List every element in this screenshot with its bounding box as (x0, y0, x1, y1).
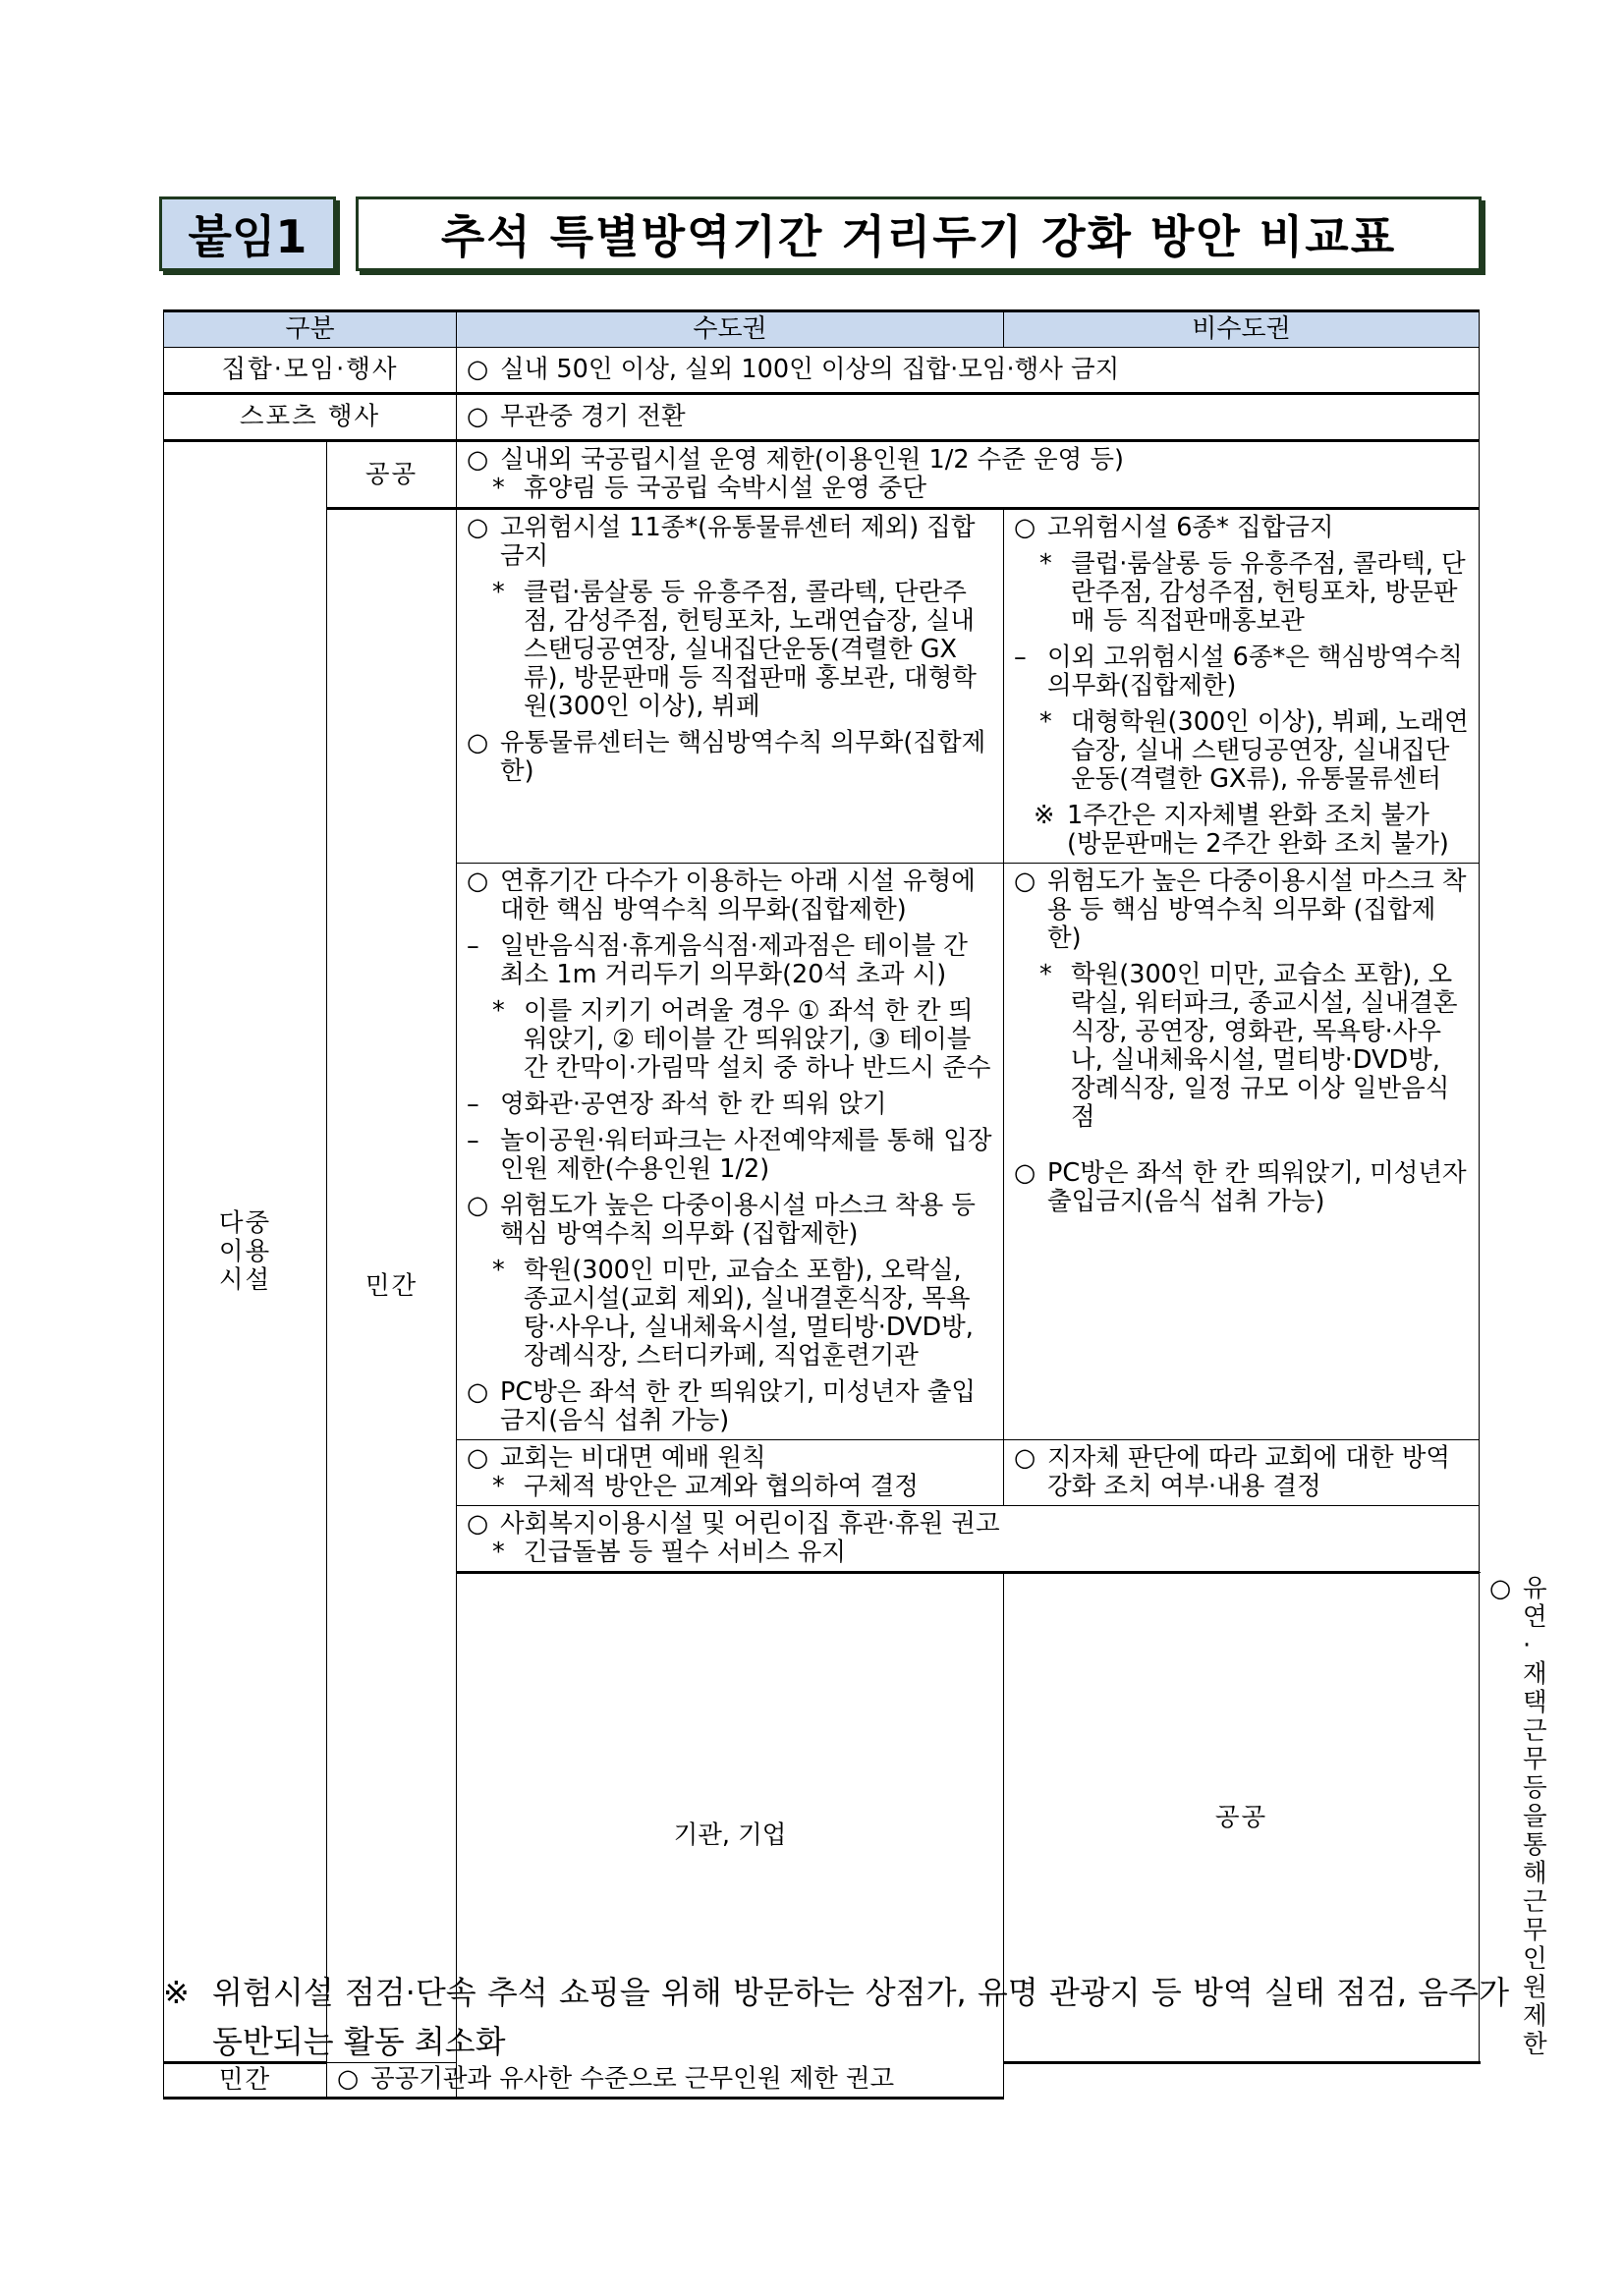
col-header-category: 구분 (164, 311, 457, 348)
footnote (163, 1968, 1509, 2066)
row-label-org: 기관, 기업 (457, 1573, 1004, 2099)
table-header-row (164, 311, 1480, 348)
table-row (164, 348, 1480, 394)
comparison-table (163, 309, 1547, 2100)
row-label-org-private: 민간 (164, 2063, 327, 2099)
row-label-multi-use: 다중 이용 시설 (164, 441, 327, 2063)
row-label-sports: 스포츠 행사 (164, 394, 457, 441)
attachment-tag: 붙임1 (159, 196, 336, 271)
church-non-capital-cell: ○ 지자체 판단에 따라 교회에 대한 방역 강화 조치 여부·내용 결정 (1004, 1440, 1480, 1506)
sports-cell: ○ 무관중 경기 전환 (457, 394, 1480, 441)
multi-use-public-cell: ○ 실내외 국공립시설 운영 제한(이용인원 1/2 수준 운영 등) * 휴양림 등 국공립 숙박시설 운영 중단 (457, 441, 1480, 509)
row-label-private: 민간 (327, 509, 457, 2063)
table-row (164, 2063, 1480, 2099)
table-row: 기관, 기업 공공 ○ 유연·재택근무 등을 통해 근무인원 제한 (164, 1573, 1480, 2063)
table-row (164, 441, 1480, 509)
org-private-cell: ○ 공공기관과 유사한 수준으로 근무인원 제한 권고 (327, 2063, 1004, 2099)
church-capital-cell: ○ 교회는 비대면 예배 원칙 * 구체적 방안은 교계와 협의하여 결정 (457, 1440, 1004, 1506)
col-header-capital: 수도권 (457, 311, 1004, 348)
document-title: 추석 특별방역기간 거리두기 강화 방안 비교표 (356, 196, 1482, 271)
col-header-non-capital: 비수도권 (1004, 311, 1480, 348)
gathering-cell: ○ 실내 50인 이상, 실외 100인 이상의 집합·모임·행사 금지 (457, 348, 1480, 394)
welfare-cell: ○ 사회복지이용시설 및 어린이집 휴관·휴원 권고 * 긴급돌봄 등 필수 서비스 유지 (457, 1506, 1480, 1573)
row-label-org-public: 공공 (1004, 1573, 1480, 2063)
facilities-non-capital-cell: ○ 위험도가 높은 다중이용시설 마스크 착용 등 핵심 방역수칙 의무화 (집합제한) * 학원(300인 미만, 교습소 포함), 오락실, 워터파크, 종교시설, 실내결혼식장, 공연장, 영화관, 목욕탕·사우나, 실내체육시설, 멀티방·DVD방, 장례식장, 일정 규모 이상 일반음식점 ○ PC방은 좌석 한 칸 띄워앉기, 미성년자 출입금지(음식 섭취 가능) (1004, 864, 1480, 1440)
row-label-gathering: 집합·모임·행사 (164, 348, 457, 394)
public-facility-note: 휴양림 등 국공립 숙박시설 운영 중단 (524, 474, 927, 503)
high-risk-non-capital-cell: ○ 고위험시설 6종* 집합금지 * 클럽·룸살롱 등 유흥주점, 콜라텍, 단란주점, 감성주점, 헌팅포차, 방문판매 등 직접판매홍보관 – 이외 고위험시설 6종*은 핵심방역수칙 의무화(집합제한) * 대형학원(300인 이상), 뷔페, 노래연습장, 실내 스탠딩공연장, 실내집단운동(격렬한 GX류), 유통물류센터 ※ 1주간은 지자체별 완화 조치 불가 (방문판매는 2주간 완화 조치 불가) (1004, 509, 1480, 864)
public-facility-text: 실내외 국공립시설 운영 제한(이용인원 1/2 수준 운영 등) (500, 445, 1124, 475)
sports-text: 무관중 경기 전환 (500, 402, 686, 431)
table-row (164, 509, 1480, 864)
row-label-public: 공공 (327, 441, 457, 509)
gathering-text: 실내 50인 이상, 실외 100인 이상의 집합·모임·행사 금지 (500, 355, 1120, 384)
table-row (164, 394, 1480, 441)
high-risk-capital-cell: ○ 고위험시설 11종*(유통물류센터 제외) 집합금지 * 클럽·룸살롱 등 유흥주점, 콜라텍, 단란주점, 감성주점, 헌팅포차, 노래연습장, 실내 스탠딩공연장, 실내집단운동(격렬한 GX류), 방문판매 등 직접판매 홍보관, 대형학원(300인 이상), 뷔페 ○ 유통물류센터는 핵심방역수칙 의무화(집합제한) (457, 509, 1004, 864)
footnote-text: 위험시설 점검·단속 추석 쇼핑을 위해 방문하는 상점가, 유명 관광지 등 방역 실태 점검, 음주가 동반되는 활동 최소화 (212, 1974, 1509, 2060)
reference-mark: ※ (163, 1974, 190, 2011)
facilities-capital-cell: ○ 연휴기간 다수가 이용하는 아래 시설 유형에 대한 핵심 방역수칙 의무화(집합제한) – 일반음식점·휴게음식점·제과점은 테이블 간 최소 1m 거리두기 의무화(20석 초과 시) * 이를 지키기 어려울 경우 ① 좌석 한 칸 띄워앉기, ② 테이블 간 띄워앉기, ③ 테이블 간 칸막이·가림막 설치 중 하나 반드시 준수 – 영화관·공연장 좌석 한 칸 띄워 앉기 – 놀이공원·워터파크는 사전예약제를 통해 입장인원 제한(수용인원 1/2) ○ 위험도가 높은 다중이용시설 마스크 착용 등 핵심 방역수칙 의무화 (집합제한) * 학원(300인 미만, 교습소 포함), 오락실, 종교시설(교회 제외), 실내결혼식장, 목욕탕·사우나, 실내체육시설, 멀티방·DVD방, 장례식장, 스터디카페, 직업훈련기관 ○ PC방은 좌석 한 칸 띄워앉기, 미성년자 출입금지(음식 섭취 가능) (457, 864, 1004, 1440)
